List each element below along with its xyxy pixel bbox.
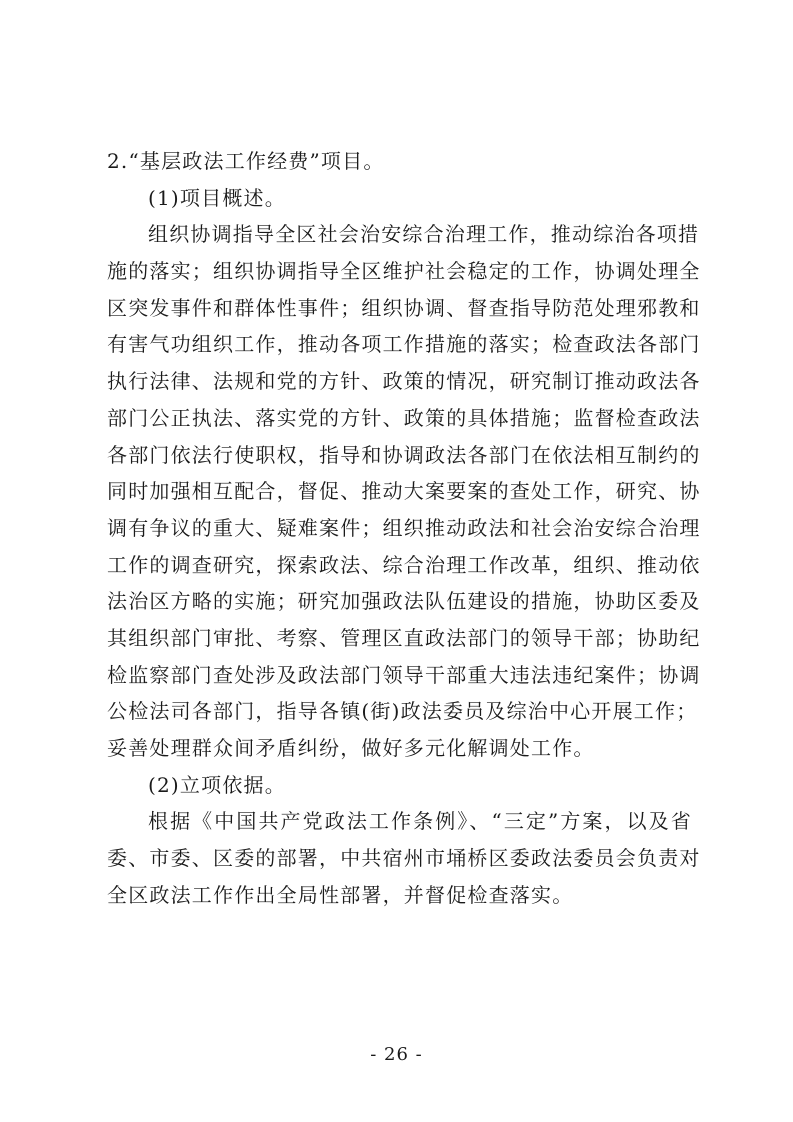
overview-line: 有害气功组织工作，推动各项工作措施的落实；检查政法各部门	[107, 332, 701, 357]
document-body	[107, 143, 701, 913]
section-title: 2.“基层政法工作经费”项目。	[107, 149, 385, 173]
overview-line: 组织协调指导全区社会治安综合治理工作，推动综治各项措	[148, 222, 700, 247]
overview-line: 妥善处理群众间矛盾纠纷，做好多元化解调处工作。	[107, 736, 595, 760]
basis-heading: (2)立项依据。	[148, 772, 286, 797]
page-number: - 26 -	[370, 1044, 423, 1065]
overview-line: 部门公正执法、落实党的方针、政策的具体措施；监督检查政法	[107, 405, 701, 430]
basis-line: 根据《中国共产党政法工作条例》、“三定”方案，以及省	[148, 809, 692, 834]
overview-heading: (1)项目概述。	[148, 185, 286, 210]
basis-paragraph	[107, 803, 701, 913]
overview-line: 区突发事件和群体性事件；组织协调、督查指导防范处理邪教和	[107, 295, 701, 320]
overview-paragraph	[107, 216, 701, 766]
overview-line: 同时加强相互配合，督促、推动大案要案的查处工作，研究、协	[107, 479, 701, 504]
overview-line: 各部门依法行使职权，指导和协调政法各部门在依法相互制约的	[107, 442, 701, 467]
basis-line: 委、市委、区委的部署，中共宿州市埇桥区委政法委员会负责对	[107, 846, 701, 871]
overview-line: 工作的调查研究，探索政法、综合治理工作改革，组织、推动依	[107, 552, 701, 577]
overview-line: 其组织部门审批、考察、管理区直政法部门的领导干部；协助纪	[107, 625, 701, 650]
overview-line: 施的落实；组织协调指导全区维护社会稳定的工作，协调处理全	[107, 259, 701, 284]
overview-line: 调有争议的重大、疑难案件；组织推动政法和社会治安综合治理	[107, 515, 701, 540]
overview-line: 执行法律、法规和党的方针、政策的情况，研究制订推动政法各	[107, 369, 701, 394]
overview-line: 公检法司各部门，指导各镇(街)政法委员及综治中心开展工作；	[107, 699, 698, 724]
basis-line: 全区政法工作作出全局性部署，并督促检查落实。	[107, 882, 574, 907]
overview-line: 检监察部门查处涉及政法部门领导干部重大违法违纪案件；协调	[107, 662, 701, 687]
overview-line: 法治区方略的实施；研究加强政法队伍建设的措施，协助区委及	[107, 589, 701, 614]
